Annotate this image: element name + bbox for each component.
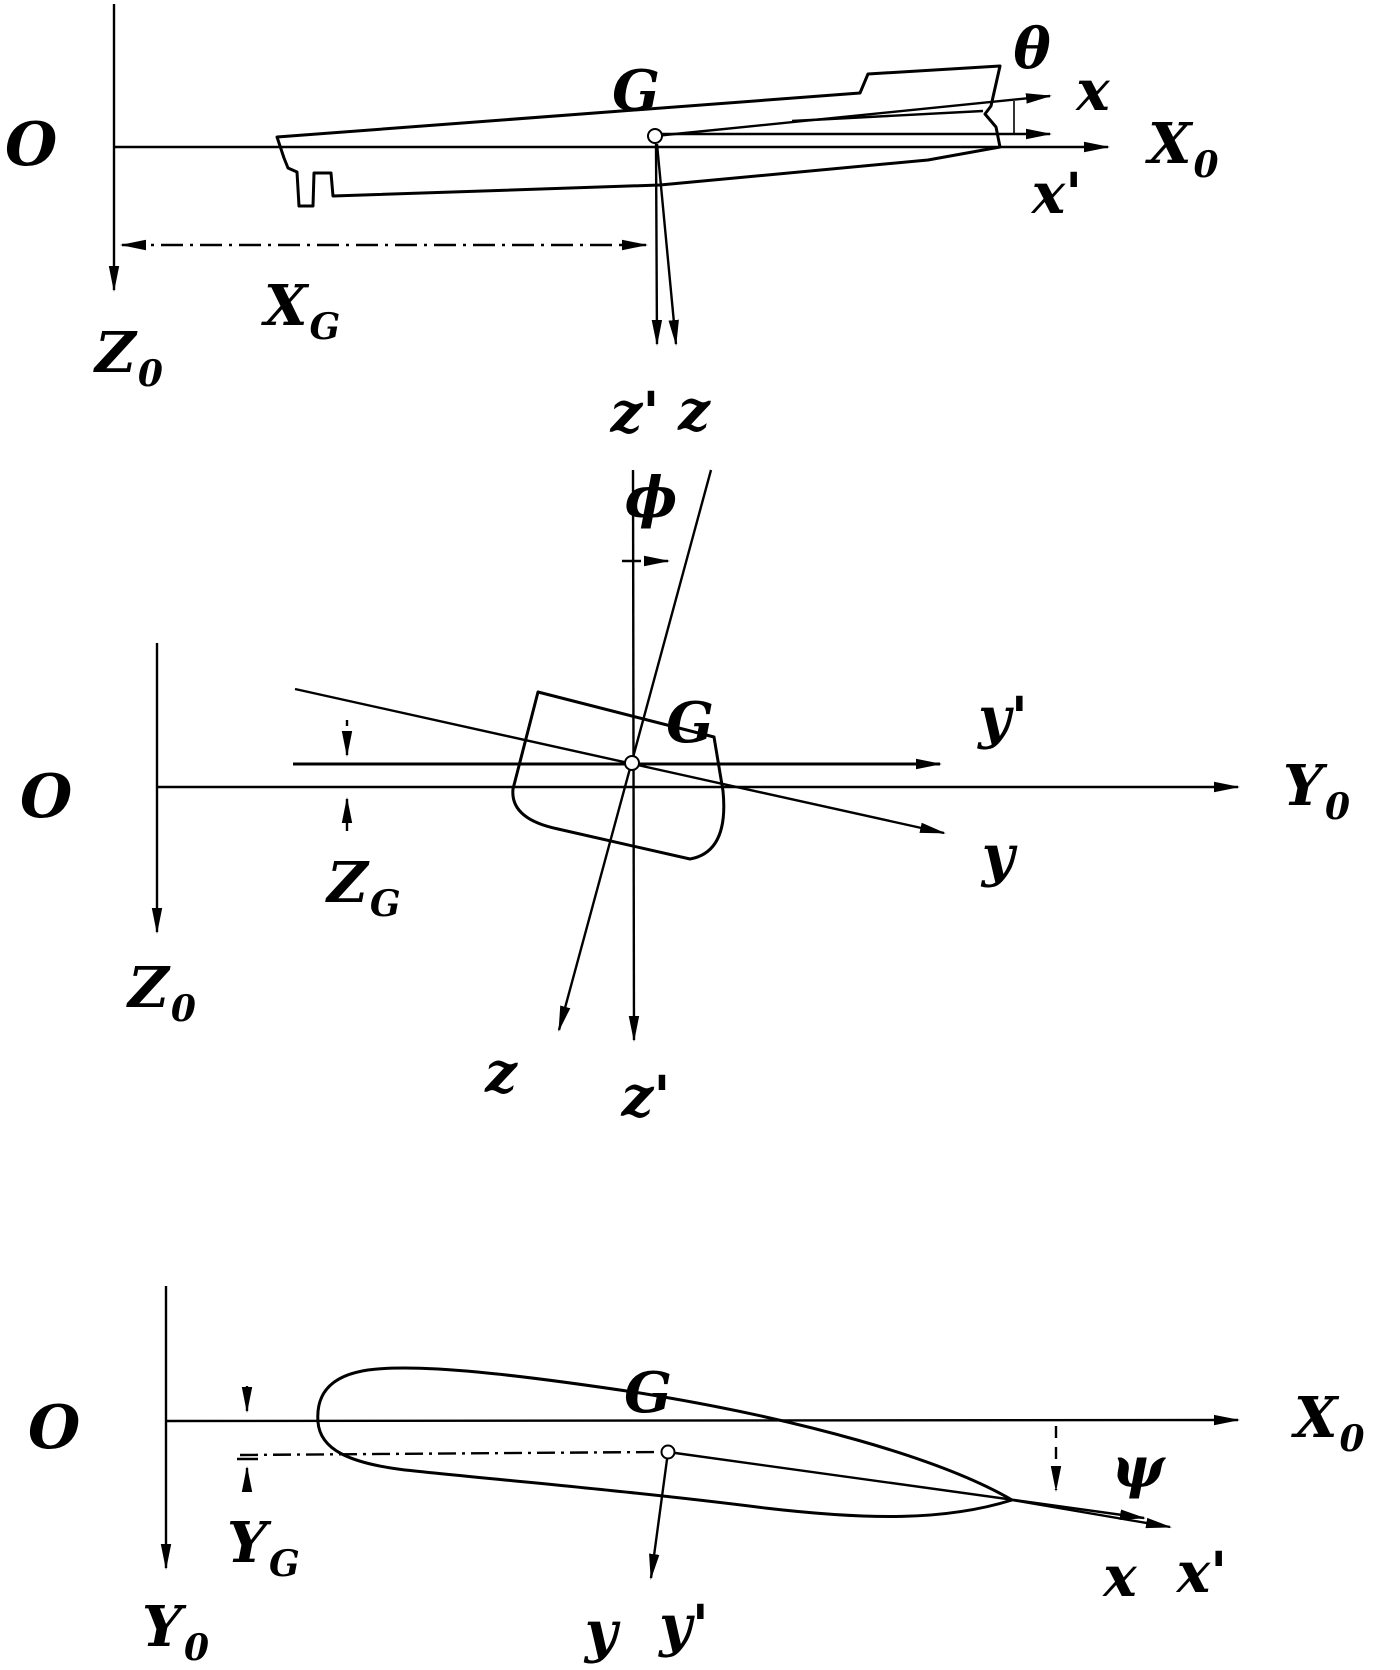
x-axis-label: x bbox=[1103, 1544, 1137, 1610]
xg-dimension-label: $X_G$ bbox=[264, 273, 341, 348]
x0-axis-label: $X_0$ bbox=[1148, 111, 1219, 186]
pitch-angle-label: θ bbox=[1013, 16, 1051, 82]
yg-dimension-label: $Y_G$ bbox=[227, 1510, 300, 1585]
x-prime-axis-label: x' bbox=[1031, 161, 1083, 227]
zg-dimension-label: $Z_G$ bbox=[327, 850, 401, 925]
centerline-dash-dot bbox=[240, 1452, 656, 1455]
x-axis-line bbox=[668, 1452, 1144, 1518]
side-view-figure bbox=[5, 4, 1219, 446]
x-axis-label: x bbox=[1076, 58, 1110, 124]
y-axis-label: y bbox=[981, 823, 1015, 889]
origin-label: O bbox=[20, 762, 73, 832]
cg-label: G bbox=[612, 58, 660, 124]
origin-label: O bbox=[5, 110, 58, 180]
cg-marker bbox=[625, 756, 639, 770]
y0-axis-label: $Y_0$ bbox=[1283, 753, 1351, 828]
front-view-figure bbox=[20, 465, 1350, 1130]
y0-axis-label: $Y_0$ bbox=[142, 1594, 210, 1669]
z-axis-label: z bbox=[485, 1040, 517, 1106]
cg-marker bbox=[662, 1446, 675, 1459]
roll-angle-label: ϕ bbox=[624, 465, 678, 531]
plan-view-figure bbox=[28, 1286, 1365, 1669]
x-prime-axis-line bbox=[1012, 1500, 1170, 1527]
x-prime-axis-label: x' bbox=[1176, 1540, 1228, 1606]
x0-axis-line bbox=[166, 1420, 1238, 1421]
origin-label: O bbox=[28, 1393, 81, 1463]
z-prime-axis-label: z' bbox=[610, 380, 660, 446]
cg-label: G bbox=[666, 690, 714, 756]
z0-axis-label: $Z_0$ bbox=[95, 320, 163, 395]
z-axis-label: z bbox=[678, 378, 710, 444]
y-axis-label: y bbox=[584, 1599, 618, 1665]
y-prime-axis-label: y' bbox=[659, 1593, 709, 1659]
cg-marker bbox=[648, 129, 662, 143]
z-prime-axis-line bbox=[656, 144, 657, 344]
y-axis-line bbox=[651, 1452, 668, 1578]
y-prime-axis-label: y' bbox=[978, 685, 1028, 751]
z-axis-line bbox=[657, 144, 676, 344]
x0-axis-label: $X_0$ bbox=[1294, 1385, 1365, 1460]
cg-label: G bbox=[624, 1360, 672, 1426]
z-prime-axis-label: z' bbox=[621, 1064, 671, 1130]
yaw-angle-label: ψ bbox=[1111, 1435, 1165, 1501]
z0-axis-label: $Z_0$ bbox=[128, 955, 196, 1030]
